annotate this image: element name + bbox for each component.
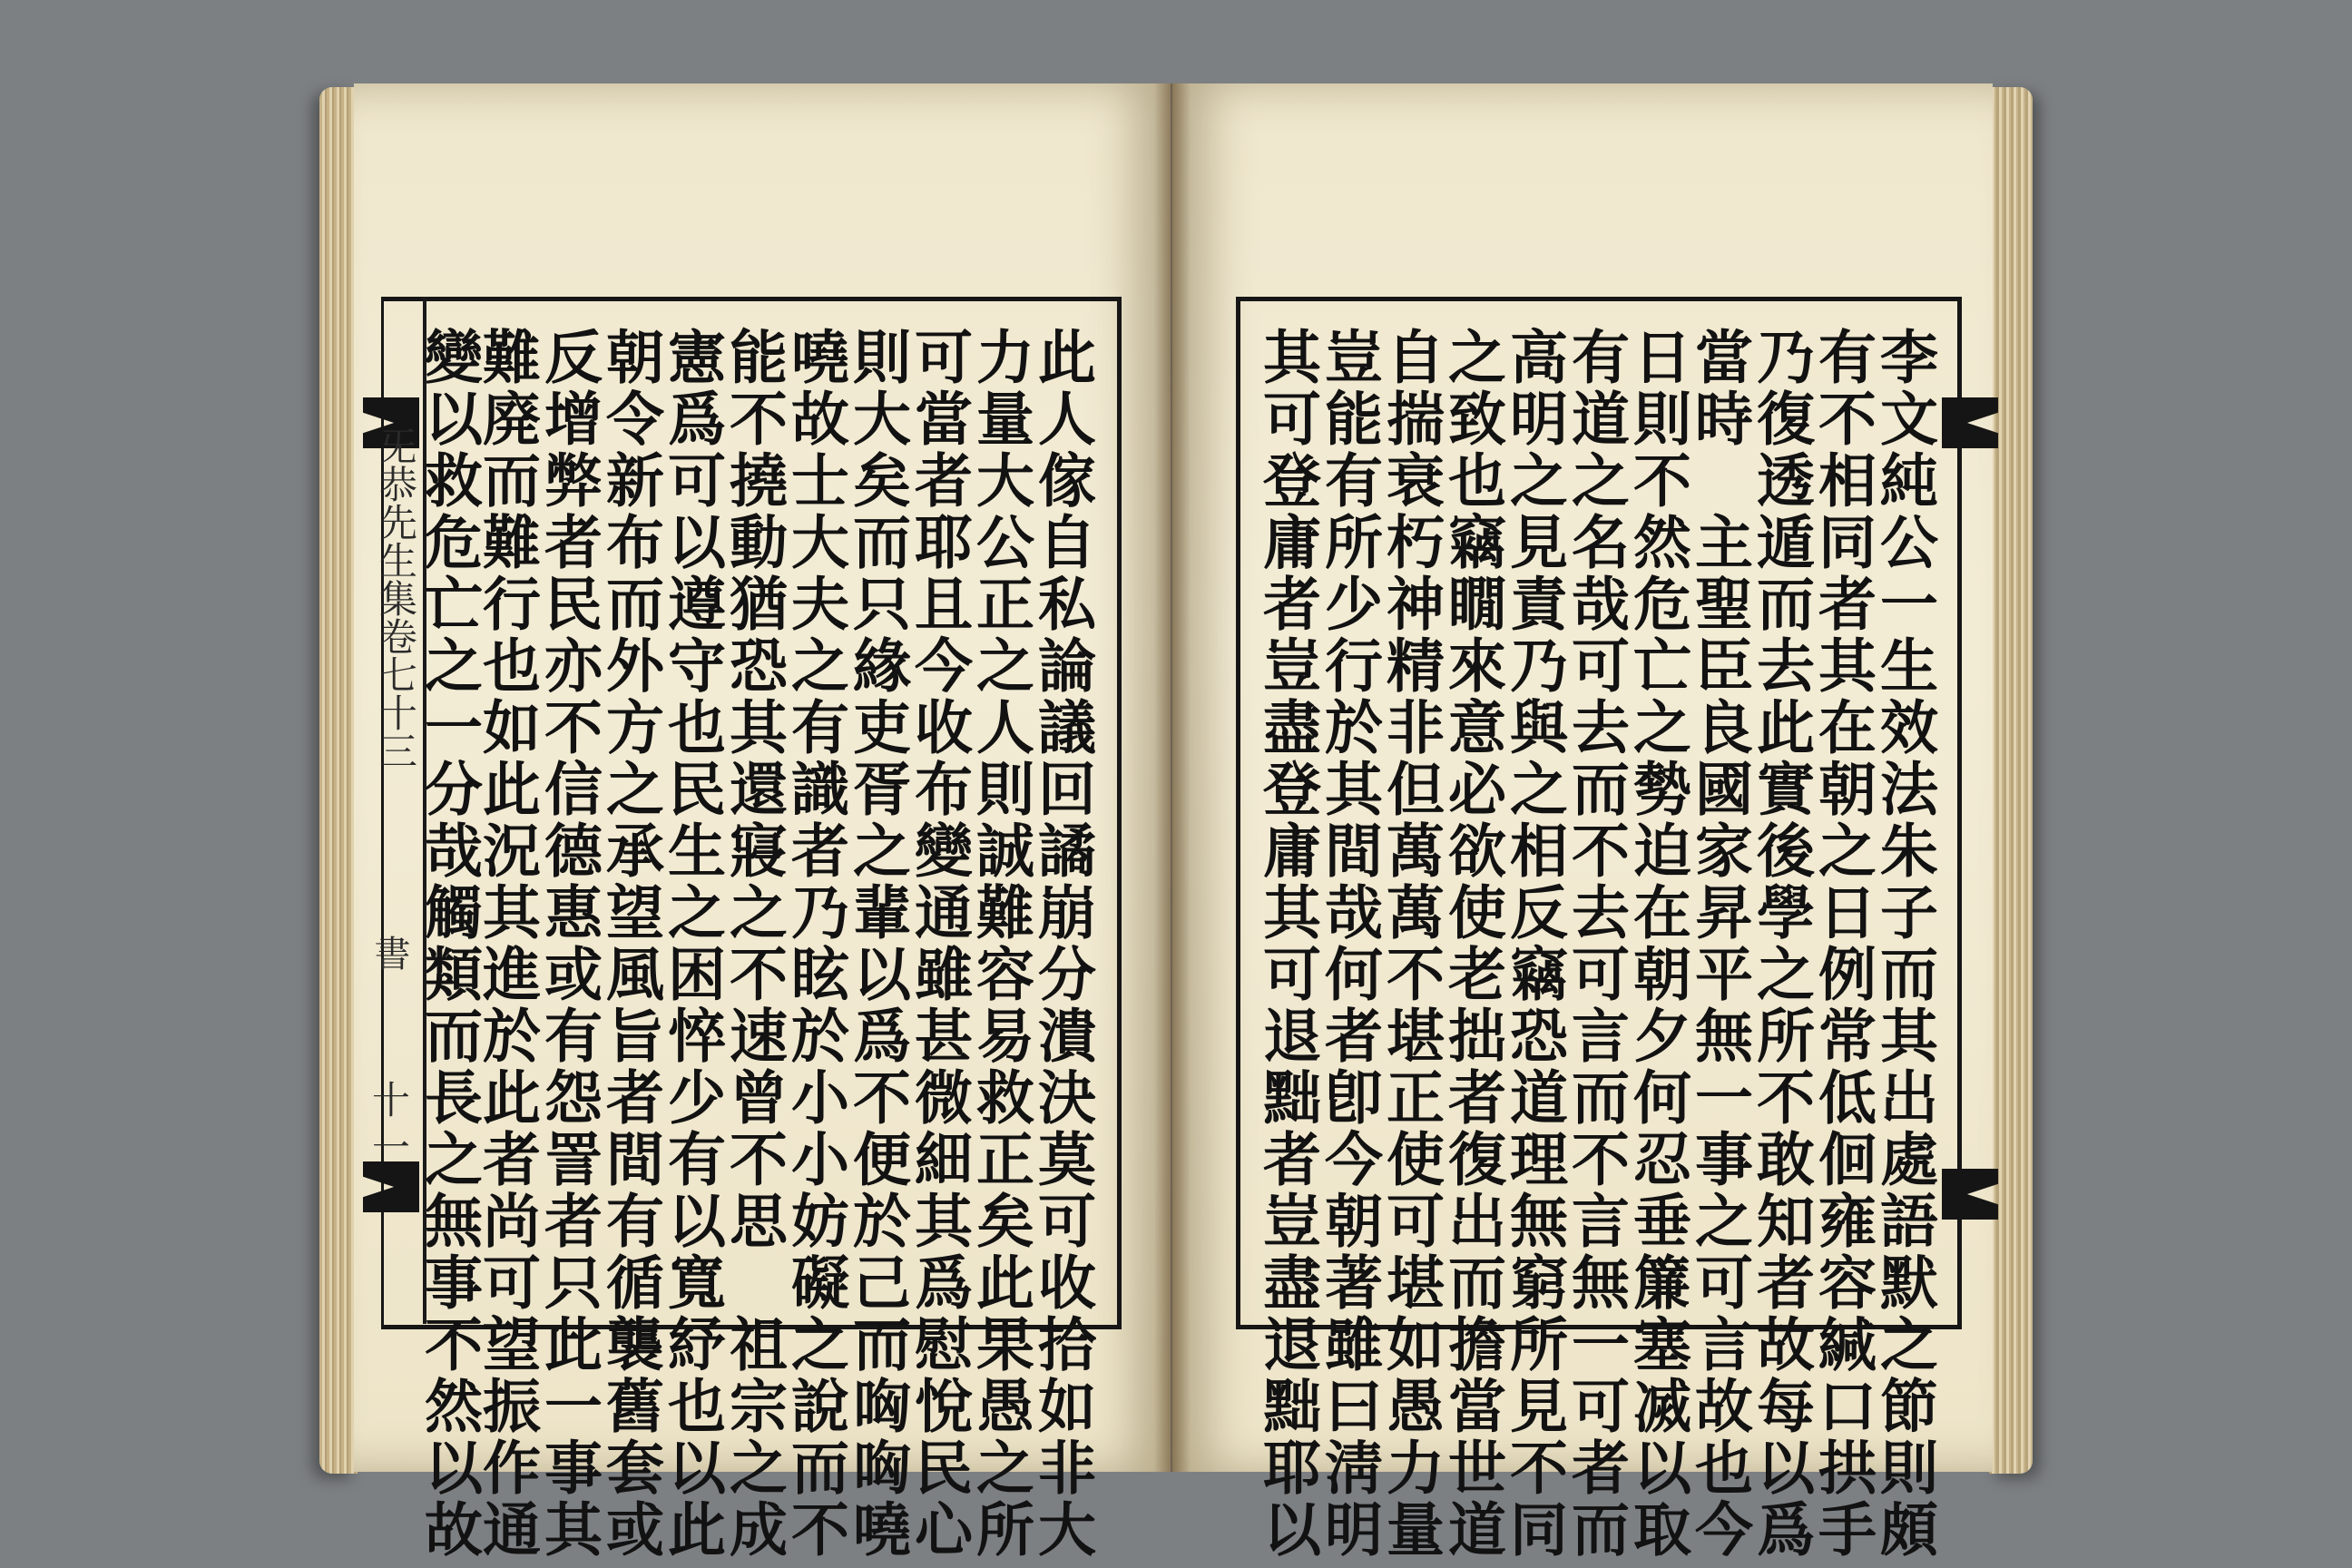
book-gutter [1154,83,1191,1472]
right-column-3: 乃復透遁而去此實後學之所不敢知者故每以爲 [1747,327,1815,1561]
right-column-6: 有道之名哉可去而不去可言而不言無一可者而 [1562,327,1630,1561]
right-page-block-edge [1989,87,2033,1474]
left-column-3: 可當者耶且今收布變通雖甚微細其爲慰悅民心 [905,327,973,1561]
left-page-block-edge [319,87,358,1474]
margin-section-label: 書 [368,935,410,971]
right-column-8: 之致也竊瞯來意必欲使老拙者復出而擔當世道 [1438,327,1506,1561]
left-column-8: 朝令新布而外方之承望風旨者間有循襲舊套或 [596,327,664,1561]
right-column-10: 豈能有所少行於其間哉何者卽今朝著雖曰淸明 [1315,327,1383,1561]
left-column-5: 嘵故士大夫之有識者乃眩於小小妨礙之說而不 [781,327,849,1561]
left-column-2: 力量大公正之人則誠難容易救正矣此果愚之所 [966,327,1034,1561]
left-column-1: 此人傢自私論議回譎崩分潰決莫可收拾如非大 [1028,327,1096,1561]
right-column-4: 當時 主聖臣良國家昇平無一事之可言故也今 [1685,327,1753,1561]
left-column-4: 則大矣而只緣吏胥之輩以爲不便於己而哅哅嘵 [843,327,911,1561]
left-column-7: 憲爲可以遵守也民生之困悴少有以寬紓也以此 [658,327,726,1561]
right-column-1: 李文純公一生效法朱子而其出處語默之節則頗 [1870,327,1938,1561]
left-column-6: 能不撓動猶恐其還寢之不速曾不思 祖宗之成 [720,327,788,1561]
left-column-10: 難廃而難行也如此況其進於此者尚可望振作通 [473,327,541,1561]
margin-book-title: 旡恭先生集卷七十三 [374,426,418,769]
left-column-9: 反增弊者民亦不信德惠或有怨詈者只此一事其 [534,327,603,1561]
right-column-7: 高明之見責乃與之相反竊恐道理無窮所見不同 [1500,327,1568,1561]
right-column-9: 自揣衰朽神精非但萬萬不堪正使可堪如愚力量 [1377,327,1445,1561]
right-column-5: 日則不然危亡之勢迫在朝夕何忍垂簾塞㓕以取 [1623,327,1691,1561]
margin-page-number: 十一 [367,1080,411,1174]
left-column-11: 變以救危亡之一分哉觸類而長之無事不然以故 [415,327,483,1561]
right-column-11: 其可登庸者豈盡登庸其可退黜者豈盡退黜耶以 [1253,327,1321,1561]
right-column-2: 有不相同者其在朝之日例常低佪雍容緘口拱手 [1808,327,1877,1561]
